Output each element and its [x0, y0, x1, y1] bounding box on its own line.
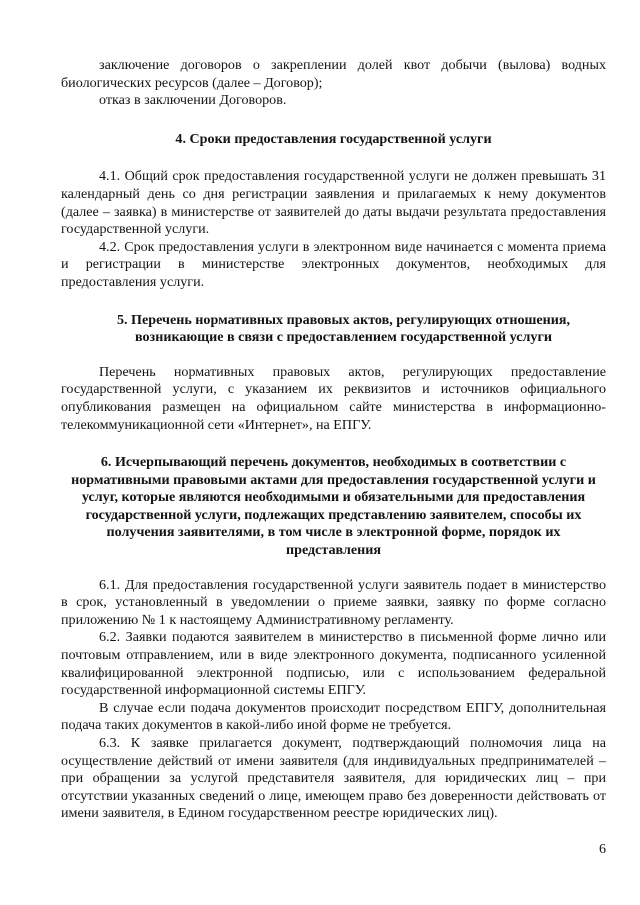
paragraph-4-2: 4.2. Срок предоставления услуги в электронном виде начинается с момента приема и регистрации в министерстве электронных документов, необходимых для предоставления услуги. [61, 238, 606, 290]
paragraph-6-3: 6.3. К заявке прилагается документ, подтверждающий полномочия лица на осуществление действий от имени заявителя (для индивидуальных предпринимателей – при обращении за услугой представителя заявителя, для юридических лиц – при отсутствии указанных сведений о лице, имеющем право без доверенности действовать от имени заявителя, в Едином государственном реестре юридических лиц). [61, 735, 606, 822]
paragraph-refusal: отказ в заключении Договоров. [99, 92, 287, 109]
section-5-heading: 5. Перечень нормативных правовых актов, регулирующих отношения, возникающие в связи с предоставлением государственной услуги [116, 311, 571, 346]
paragraph-contract-conclusion: заключение договоров о закреплении долей квот добычи (вылова) водных биологических ресурсов (далее – Договор); [61, 57, 606, 91]
section-4-heading: 4. Сроки предоставления государственной услуги [175, 130, 492, 147]
paragraph-5: Перечень нормативных правовых актов, регулирующих предоставление государственной услуги, с указанием их реквизитов и источников официального опубликования размещен на официальном сайте министерства в информационно-телекоммуникационной сети «Интернет», на ЕПГУ. [61, 363, 606, 433]
paragraph-6-2-epgu: В случае если подача документов происходит посредством ЕПГУ, дополнительная подача таких документов в какой-либо иной форме не требуется. [61, 699, 606, 734]
page-number: 6 [599, 842, 606, 857]
paragraph-4-1: 4.1. Общий срок предоставления государственной услуги не должен превышать 31 календарный день со дня регистрации заявления и прилагаемых к нему документов (далее – заявка) в министерстве от заявителей до даты выдачи результата предоставления государственной услуги. [61, 168, 606, 238]
paragraph-6-2: 6.2. Заявки подаются заявителем в министерство в письменной форме лично или почтовым отправлением, или в виде электронного документа, подписанного усиленной квалифицированной электронной подписью, или с использованием федеральной государственной информационной системы ЕПГУ. [61, 629, 606, 699]
section-6-heading: 6. Исчерпывающий перечень документов, необходимых в соответствии с нормативными правовыми актами для предоставления государственной услуги и услуг, которые являются необходимыми и обязательными для предоставления государственной услуги, подлежащих представлению заявителем, способы их получения заявителями, в том числе в электронной форме, порядок их представления [71, 454, 596, 559]
paragraph-6-1: 6.1. Для предоставления государственной услуги заявитель подает в министерство в срок, установленный в уведомлении о приеме заявки, заявку по форме согласно приложению № 1 к настоящему Административному регламенту. [61, 576, 606, 628]
